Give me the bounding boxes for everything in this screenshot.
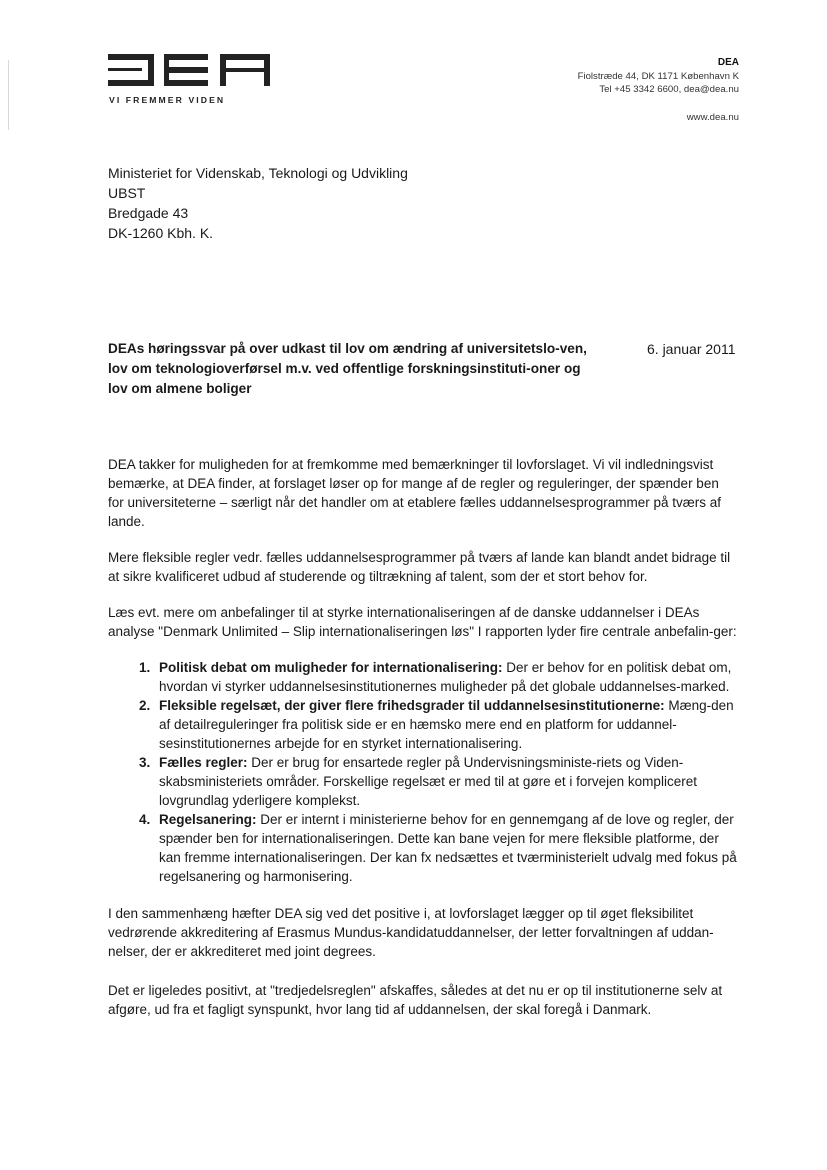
- recommendation-heading: Fleksible regelsæt, der giver flere frihedsgrader til uddannelsesinstitutionerne:: [159, 698, 665, 713]
- recommendation-text: Der er internt i ministerierne behov for en gennemgang af de love og regler, der spænder ben for internationaliseringen. Dette kan bane vejen for mere fleksible platforme, der kan fremme internationaliseringen. Der kan fx nedsættes et tværministerielt udvalg med fokus på regelsanering og harmonisering.: [159, 812, 737, 884]
- dea-logo-icon: [108, 52, 274, 88]
- logo-tagline: VI FREMMER VIDEN: [109, 95, 226, 105]
- recommendation-text: Mæng-den af detailreguleringer fra politisk side er en hæmsko mere end en platform for uddannel-sesinstitutionernes arbejde for en styrket internationalisering.: [159, 698, 734, 751]
- letter-subject: DEAs høringssvar på over udkast til lov om ændring af universitetslo-ven, lov om teknologioverførsel m.v. ved offentlige forskningsinstituti-oner og lov om almene boliger: [108, 341, 587, 396]
- sender-website: www.dea.nu: [686, 111, 739, 123]
- recipient-line: Bredgade 43: [108, 205, 189, 221]
- recipient-address-block: [108, 163, 408, 243]
- letter-body: [108, 455, 738, 1036]
- body-paragraph: Læs evt. mere om anbefalinger til at styrke internationaliseringen af de danske uddannelser i DEAs analyse "Denmark Unlimited – Slip internationaliseringen løs" I rapporten lyder fire centrale anbefalin-ger:: [108, 605, 737, 639]
- recipient-line: UBST: [108, 185, 146, 201]
- recommendation-text: Der er brug for ensartede regler på Undervisningsministe-riets og Viden-skabsministeriets områder. Forskellige regelsæt er med til at gøre et i forvejen kompliceret lovgrundlag yderligere komplekst.: [159, 755, 697, 808]
- dea-logo: [108, 52, 278, 88]
- recommendation-item: [154, 658, 738, 696]
- recipient-line: Ministeriet for Videnskab, Teknologi og Udvikling: [108, 165, 408, 181]
- body-paragraph: Det er ligeledes positivt, at "tredjedelsreglen" afskaffes, således at det nu er op til institutionerne selv at afgøre, ud fra et fagligt synspunkt, hvor lang tid af uddannelsen, der skal foregå i Danmark.: [108, 983, 723, 1017]
- recommendation-heading: Fælles regler:: [159, 755, 248, 770]
- recommendation-text: Der er behov for en politisk debat om, hvordan vi styrker uddannelsesinstitutionernes muligheder på det globale uddannelses-marked.: [159, 660, 732, 694]
- recommendation-heading: Politisk debat om muligheder for internationalisering:: [159, 660, 503, 675]
- recommendations-list: [108, 658, 738, 886]
- recommendation-heading: Regelsanering:: [159, 812, 257, 827]
- recipient-line: DK-1260 Kbh. K.: [108, 225, 214, 241]
- sender-org-name: DEA: [717, 57, 739, 68]
- sender-phone-email: Tel +45 3342 6600, dea@dea.nu: [599, 84, 739, 95]
- recommendation-item: [154, 810, 738, 886]
- body-paragraph: DEA takker for muligheden for at fremkomme med bemærkninger til lovforslaget. Vi vil indledningsvist bemærke, at DEA finder, at forslaget løser op for mange af de regler og reguleringer, der spænder ben for universiteterne – særligt når det handler om at etablere fælles uddannelsesprogrammer på tværs af lande.: [108, 457, 722, 529]
- recommendation-item: [154, 753, 738, 810]
- scan-edge-mark: [8, 60, 9, 130]
- body-paragraph: I den sammenhæng hæfter DEA sig ved det positive i, at lovforslaget lægger op til øget fleksibilitet vedrørende akkreditering af Erasmus Mundus-kandidatuddannelser, der letter forvaltningen af uddan-nelser, der er akkrediteret med joint degrees.: [108, 906, 714, 959]
- body-paragraph: Mere fleksible regler vedr. fælles uddannelsesprogrammer på tværs af lande kan blandt andet bidrage til at sikre kvalificeret udbud af studerende og tiltrækning af talent, som der et stort behov for.: [108, 550, 731, 584]
- letter-date: 6. januar 2011: [647, 341, 736, 357]
- sender-address: Fiolstræde 44, DK 1171 København K: [577, 70, 739, 82]
- recommendation-item: [154, 696, 738, 753]
- sender-contact-block: [578, 56, 739, 124]
